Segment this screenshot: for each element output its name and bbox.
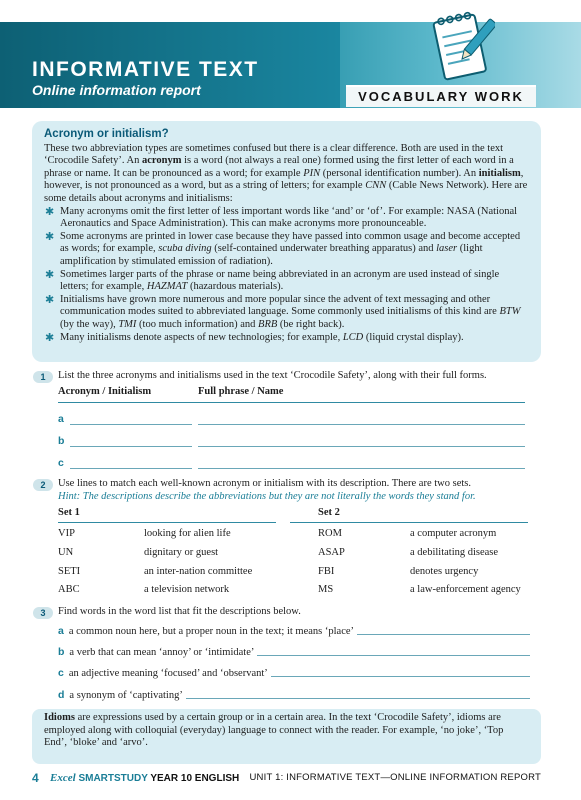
question-2-instruction: Use lines to match each well-known acronym or initialism with its description. There are two sets. (58, 478, 471, 489)
q1-answer-c-acronym[interactable] (70, 468, 192, 469)
info-bullet-run: TMI (118, 318, 137, 330)
q3-item-text: an adjective meaning ‘focused’ and ‘observant’ (68, 668, 268, 679)
q3-item-letter: d (58, 689, 65, 701)
q3-item (58, 689, 530, 701)
set-1-label: Set 1 (58, 507, 80, 518)
set-1-abbreviation: UN (58, 547, 74, 558)
set-1-rule (58, 522, 276, 523)
page-header (0, 0, 581, 110)
idioms-box (32, 709, 541, 764)
q1-answer-b-acronym[interactable] (70, 446, 192, 447)
info-bullet-run: laser (436, 243, 458, 255)
set-1-description: an inter-nation committee (144, 566, 253, 577)
footer-unit-title: UNIT 1: INFORMATIVE TEXT—ONLINE INFORMATION REPORT (249, 772, 541, 783)
q1-column-acronym: Acronym / Initialism (58, 386, 152, 397)
q1-letter-c: c (58, 457, 64, 469)
section-label-text: VOCABULARY WORK (358, 89, 524, 104)
q1-letter-a: a (58, 413, 64, 425)
info-paragraph (44, 143, 529, 206)
info-bullet-run: HAZMAT (146, 281, 188, 293)
idioms-paragraph (44, 712, 529, 750)
info-bullet (44, 294, 529, 332)
set-1-abbreviation: VIP (58, 528, 75, 539)
info-paragraph-run: (personal identification number). An (320, 167, 479, 179)
q1-answer-a-full[interactable] (198, 424, 525, 425)
set-1-abbreviation: ABC (58, 584, 80, 595)
info-bullet-run: (light amplification by stimulated emission of radiation). (60, 243, 483, 267)
brand-smartstudy: SMARTSTUDY (78, 773, 148, 784)
q3-answer-line[interactable] (257, 655, 530, 656)
set-2-rule (290, 522, 528, 523)
info-paragraph-run: is a word (not always a real one) formed using the first letter of each word in a phrase or name. It can be pronounced as a word; for example (44, 155, 514, 179)
q1-answer-a-acronym[interactable] (70, 424, 192, 425)
page-title: INFORMATIVE TEXT (32, 58, 259, 81)
set-2-description: a computer acronym (410, 528, 497, 539)
q3-item-text: a synonym of ‘captivating’ (69, 690, 183, 701)
idioms-run: are expressions used by a certain group or in a certain area. In the text ‘Crocodile Safety’, idioms are employed along with colloquial (everyday) language to connect with the reader. For example, ‘no joke’, ‘Top End’, ‘bloke’ and ‘arvo’. (44, 712, 504, 749)
info-bullet-run: Some acronyms are printed in lower case because they have passed into common usage and become accepted as words; for example, (60, 230, 521, 255)
q3-item (58, 646, 530, 658)
q3-answer-line[interactable] (357, 634, 530, 635)
info-bullet (44, 231, 529, 269)
info-bullet-run: (too much information) and (136, 318, 259, 330)
info-paragraph-run: CNN (365, 180, 387, 192)
info-paragraph-run: PIN (303, 167, 321, 179)
info-bullet-run: (hazardous materials). (187, 281, 284, 293)
page-footer (32, 771, 541, 787)
set-2-abbreviation: ROM (318, 528, 342, 539)
question-2-number: 2 (33, 479, 53, 491)
question-1-number: 1 (33, 371, 53, 383)
question-2-text (58, 478, 538, 503)
info-bullet-run: BRB (258, 318, 278, 330)
info-paragraph-run: initialism (478, 167, 521, 179)
info-paragraph-run: acronym (141, 155, 182, 167)
question-2-hint: Hint: The descriptions describe the abbreviations but they are not literally the words they stand for. (58, 490, 476, 502)
info-bullet-run: (self-contained underwater breathing apparatus) and (211, 243, 437, 255)
star-bullet-icon: ✱ (45, 230, 55, 243)
section-label (346, 85, 536, 107)
q3-item-letter: c (58, 667, 64, 679)
footer-brand (50, 772, 239, 784)
info-bullet (44, 206, 529, 231)
info-bullet-run: Many acronyms omit the first letter of less important words like ‘and’ or ‘of’. For example: NASA (National Aeronautics and Space Administration). This can make acronyms more pronounceable. (60, 205, 518, 230)
set-1-description: dignitary or guest (144, 547, 219, 558)
info-bullet-run: BTW (499, 306, 521, 318)
q1-column-full: Full phrase / Name (198, 386, 284, 397)
q1-header-rule (58, 402, 525, 403)
q3-answer-line[interactable] (186, 698, 530, 699)
q3-item (58, 625, 530, 637)
q3-item-letter: a (58, 625, 64, 637)
notepad-pencil-icon (425, 8, 495, 84)
info-bullet-run: Initialisms have grown more numerous and more popular since the advent of text messaging and other communication modes suited to abbreviated language. Some commonly used initialisms of this kind are (60, 293, 500, 318)
brand-year: YEAR 10 ENGLISH (150, 773, 240, 784)
q1-answer-c-full[interactable] (198, 468, 525, 469)
set-1-description: a television network (144, 584, 230, 595)
info-paragraph-run: These two abbreviation types are sometimes confused but there is a clear difference. Both are used in the text ‘Crocodile Safety’. An (44, 142, 504, 167)
idioms-run: Idioms (44, 712, 75, 723)
star-bullet-icon: ✱ (45, 293, 55, 306)
question-3-number: 3 (33, 607, 53, 619)
info-heading: Acronym or initialism? (44, 128, 169, 140)
acronym-info-box (32, 121, 541, 362)
info-paragraph-run: (Cable News Network). Here are some details about acronyms and initialisms: (44, 180, 528, 204)
set-2-description: denotes urgency (410, 566, 479, 577)
question-1-text: List the three acronyms and initialisms used in the text ‘Crocodile Safety’, along with their full forms. (58, 370, 487, 381)
q3-item (58, 667, 530, 679)
set-2-description: a law-enforcement agency (410, 584, 521, 595)
brand-excel: Excel (50, 772, 76, 784)
info-bullet-list (44, 206, 529, 345)
info-bullet-run: (by the way), (60, 318, 119, 330)
set-2-label: Set 2 (318, 507, 340, 518)
q3-answer-line[interactable] (271, 676, 530, 677)
set-2-description: a debilitating disease (410, 547, 499, 558)
info-bullet (44, 332, 529, 345)
page-number: 4 (32, 771, 39, 785)
set-2-abbreviation: FBI (318, 566, 335, 577)
question-3-text: Find words in the word list that fit the descriptions below. (58, 606, 301, 617)
q1-answer-b-full[interactable] (198, 446, 525, 447)
info-paragraph-run: , however, is not pronounced as a word, but as a string of letters; for example (44, 167, 524, 192)
page-subtitle: Online information report (32, 82, 201, 98)
q3-item-text: a common noun here, but a proper noun in the text; it means ‘place’ (68, 626, 355, 637)
set-2-abbreviation: ASAP (318, 547, 345, 558)
info-bullet-run: Sometimes larger parts of the phrase or name being abbreviated in an acronym are used instead of single letters; for example, (60, 268, 500, 293)
q3-item-text: a verb that can mean ‘annoy’ or ‘intimidate’ (69, 647, 255, 658)
star-bullet-icon: ✱ (45, 205, 55, 218)
info-bullet-run: (liquid crystal display). (363, 331, 464, 343)
info-bullet-run: Many initialisms denote aspects of new technologies; for example, (60, 331, 343, 343)
info-bullet-run: LCD (342, 331, 364, 343)
set-2-abbreviation: MS (318, 584, 334, 595)
q1-letter-b: b (58, 435, 65, 447)
star-bullet-icon: ✱ (45, 268, 55, 281)
q3-item-letter: b (58, 646, 65, 658)
star-bullet-icon: ✱ (45, 331, 55, 344)
info-bullet (44, 269, 529, 294)
info-bullet-run: (be right back). (277, 318, 345, 330)
set-1-description: looking for alien life (144, 528, 231, 539)
info-bullet-run: scuba diving (158, 243, 212, 255)
set-1-abbreviation: SETI (58, 566, 81, 577)
